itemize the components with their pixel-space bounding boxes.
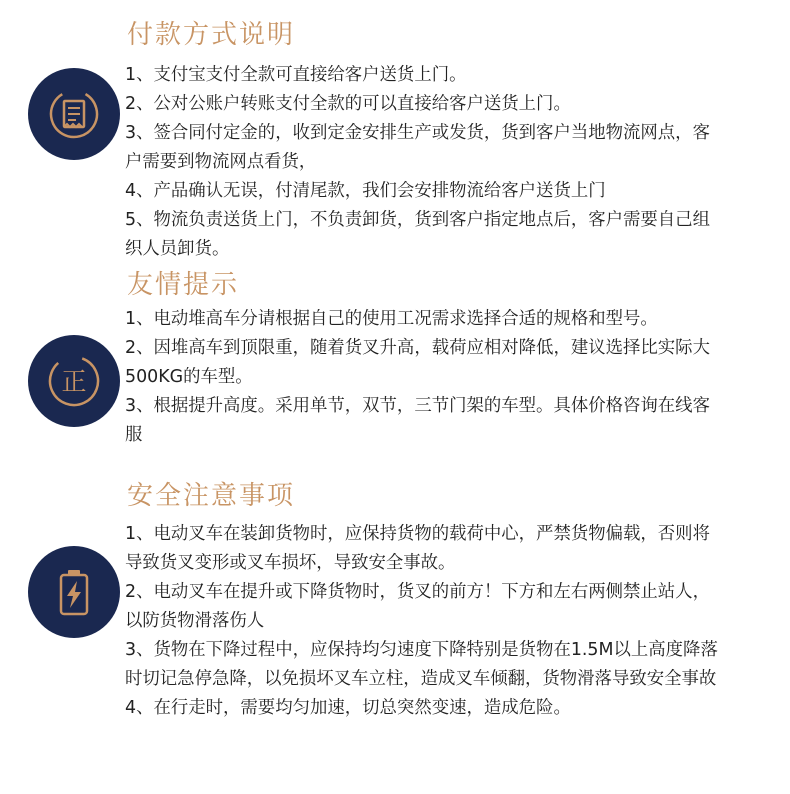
receipt-icon <box>28 68 120 160</box>
list-item: 3、根据提升高度。采用单节，双节，三节门架的车型。具体价格咨询在线客服 <box>125 396 710 445</box>
list-item: 3、签合同付定金的，收到定金安排生产或发货，货到客户当地物流网点，客户需要到物流网点看货， <box>125 123 710 172</box>
list-item: 4、在行走时，需要均匀加速，切总突然变速，造成危险。 <box>125 698 571 718</box>
safety-items <box>125 520 725 723</box>
payment-section-title: 付款方式说明 <box>127 20 296 50</box>
list-item: 2、因堆高车到顶限重，随着货叉升高，载荷应相对降低，建议选择比实际大500KG的车型。 <box>125 338 710 387</box>
payment-items <box>125 61 725 264</box>
list-item: 3、货物在下降过程中，应保持均匀速度下降特别是货物在1.5M以上高度降落时切记急停急降，以免损坏叉车立柱，造成叉车倾翻，货物滑落导致安全事故 <box>125 640 718 689</box>
battery-bolt-icon <box>28 546 120 638</box>
zheng-badge-icon <box>28 335 120 427</box>
list-item: 5、物流负责送货上门，不负责卸货，货到客户指定地点后，客户需要自己组织人员卸货。 <box>125 210 710 259</box>
list-item: 2、电动叉车在提升或下降货物时，货叉的前方！下方和左右两侧禁止站人， 以防货物滑落伤人 <box>125 582 722 631</box>
list-item: 1、电动叉车在装卸货物时，应保持货物的载荷中心，严禁货物偏载，否则将导致货叉变形或叉车损坏，导致安全事故。 <box>125 524 710 573</box>
svg-text:正: 正 <box>61 367 87 396</box>
tips-section-title: 友情提示 <box>127 270 240 300</box>
tips-items <box>125 305 725 450</box>
safety-section-title: 安全注意事项 <box>127 481 296 511</box>
list-item: 1、电动堆高车分请根据自己的使用工况需求选择合适的规格和型号。 <box>125 309 658 329</box>
list-item: 4、产品确认无误，付清尾款，我们会安排物流给客户送货上门 <box>125 181 606 201</box>
list-item: 2、公对公账户转账支付全款的可以直接给客户送货上门。 <box>125 94 571 114</box>
list-item: 1、支付宝支付全款可直接给客户送货上门。 <box>125 65 467 85</box>
